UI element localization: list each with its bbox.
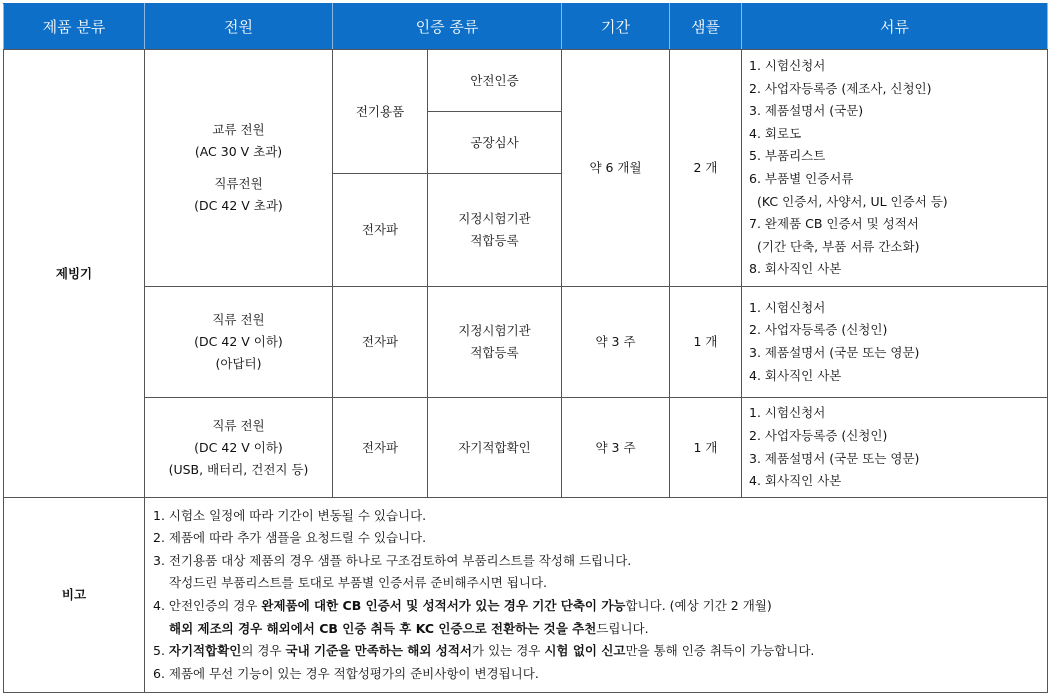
- remark-4a: 4. 안전인증의 경우 완제품에 대한 CB 인증서 및 성적서가 있는 경우 기간 단축이 가능합니다. (예상 기간 2 개월): [153, 598, 772, 613]
- g3-period: 약 3 주: [562, 398, 670, 498]
- g1-cert-emc: 전자파: [333, 174, 428, 287]
- header-power: 전원: [145, 4, 333, 50]
- g3-power: 직류 전원 (DC 42 V 이하) (USB, 배터리, 건전지 등): [145, 398, 333, 498]
- remark-2: 2. 제품에 따라 추가 샘플을 요청드릴 수 있습니다.: [153, 530, 427, 546]
- header-cert-type: 인증 종류: [333, 4, 562, 50]
- g3-cert-type: 자기적합확인: [428, 398, 562, 498]
- g1-cert-emc-type: 지정시험기관 적합등록: [428, 174, 562, 287]
- g3-sample: 1 개: [670, 398, 742, 498]
- product-cell: 제빙기: [4, 50, 145, 498]
- certification-table: [3, 3, 1048, 693]
- remark-6: 6. 제품에 무선 기능이 있는 경우 적합성평가의 준비사항이 변경됩니다.: [153, 665, 539, 681]
- g2-period: 약 3 주: [562, 287, 670, 398]
- g1-period: 약 6 개월: [562, 50, 670, 287]
- g3-cert: 전자파: [333, 398, 428, 498]
- g1-cert-factory: 공장심사: [428, 112, 562, 174]
- header-period: 기간: [562, 4, 670, 50]
- g1-cert-safety: 안전인증: [428, 50, 562, 112]
- g2-cert: 전자파: [333, 287, 428, 398]
- g2-power: 직류 전원 (DC 42 V 이하) (아답터): [145, 287, 333, 398]
- g2-sample: 1 개: [670, 287, 742, 398]
- header-docs: 서류: [742, 4, 1048, 50]
- g1-power: 교류 전원 (AC 30 V 초과) 직류전원 (DC 42 V 초과): [145, 50, 333, 287]
- remark-1: 1. 시험소 일정에 따라 기간이 변동될 수 있습니다.: [153, 507, 427, 523]
- remark-5: 5. 자기적합확인의 경우 국내 기준을 만족하는 해외 성적서가 있는 경우 시험 없이 신고만을 통해 인증 취득이 가능합니다.: [153, 643, 815, 659]
- g1-sample: 2 개: [670, 50, 742, 287]
- remark-3a: 3. 전기용품 대상 제품의 경우 샘플 하나로 구조검토하여 부품리스트를 작성해 드립니다.: [153, 552, 632, 568]
- g2-cert-type: 지정시험기관 적합등록: [428, 287, 562, 398]
- g1-cert-elec: 전기용품: [333, 50, 428, 174]
- header-product: 제품 분류: [4, 4, 145, 50]
- g2-docs: 1. 시험신청서 2. 사업자등록증 (신청인) 3. 제품설명서 (국문 또는 영문) 4. 회사직인 사본: [742, 287, 1048, 398]
- header-sample: 샘플: [670, 4, 742, 50]
- header-row: [4, 4, 1048, 50]
- remark-4b: 해외 제조의 경우 해외에서 CB 인증 취득 후 KC 인증으로 전환하는 것을 추천드립니다.: [169, 620, 649, 636]
- remarks-label: 비고: [4, 498, 145, 693]
- g3-docs: 1. 시험신청서 2. 사업자등록증 (신청인) 3. 제품설명서 (국문 또는 영문) 4. 회사직인 사본: [742, 398, 1048, 498]
- remark-3b: 작성드린 부품리스트를 토대로 부품별 인증서류 준비해주시면 됩니다.: [169, 575, 547, 591]
- g1-docs: 1. 시험신청서 2. 사업자등록증 (제조사, 신청인) 3. 제품설명서 (국문) 4. 회로도 5. 부품리스트 6. 부품별 인증서류 (KC 인증서, 사양서, UL 인증서 등) 7. 완제품 CB 인증서 및 성적서 (기간 단축, 부품 서류 간소화) 8. 회사직인 사본: [742, 50, 1048, 287]
- remarks-cell: [145, 498, 1048, 693]
